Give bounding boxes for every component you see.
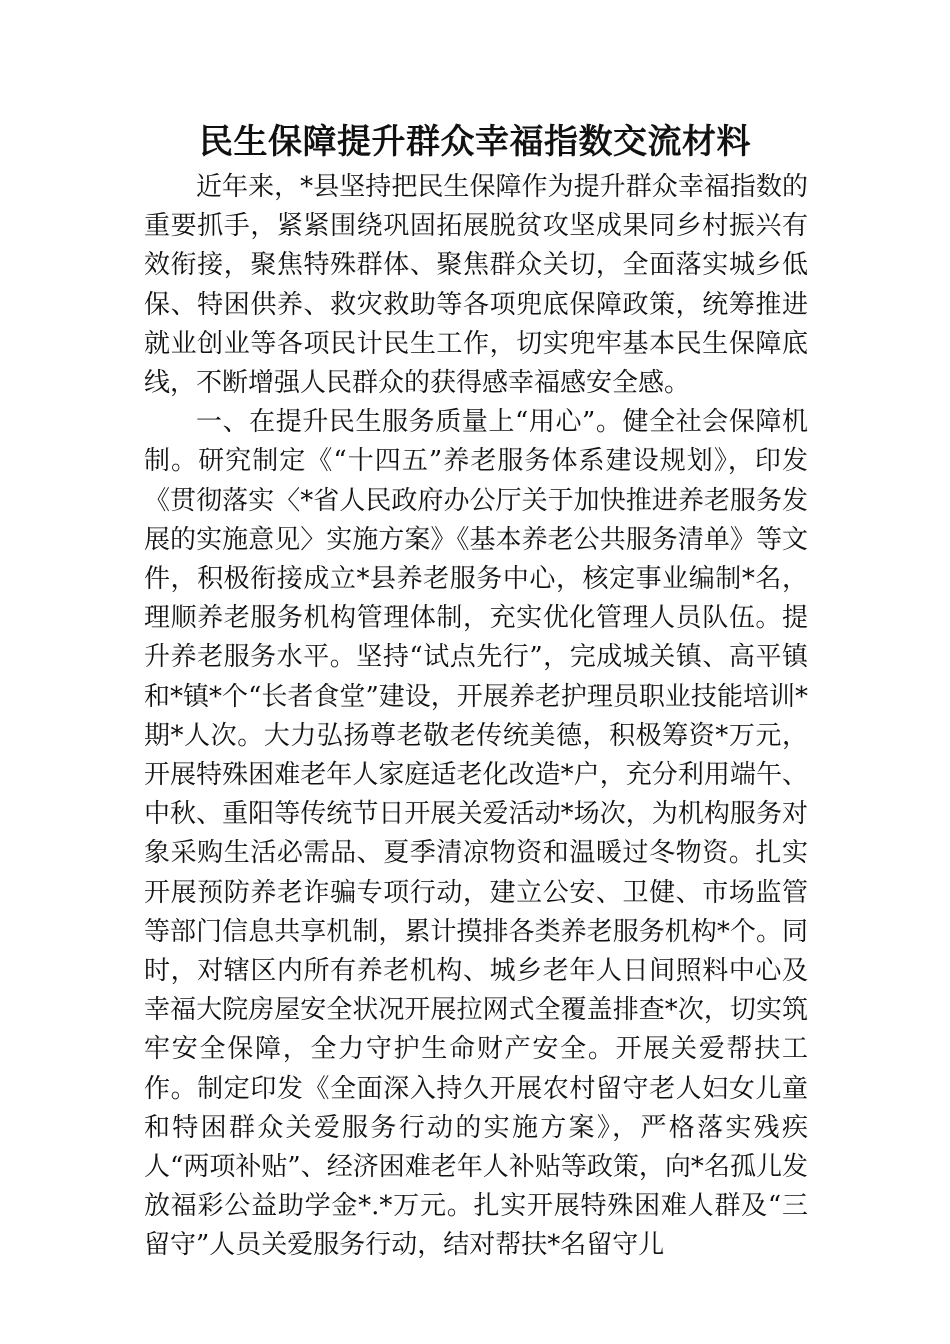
document-body (144, 168, 808, 1266)
document-title: 民生保障提升群众幸福指数交流材料 (199, 122, 751, 162)
paragraph-section-one: 一、在提升民生服务质量上“用心”。健全社会保障机制。研究制定《“十四五”养老服务体系建设规划》，印发《贯彻落实〈*省人民政府办公厅关于加快推进养老服务发展的实施意见〉实施方案》《基本养老公共服务清单》等文件，积极衔接成立*县养老服务中心，核定事业编制*名，理顺养老服务机构管理体制，充实优化管理人员队伍。提升养老服务水平。坚持“试点先行”，完成城关镇、高平镇和*镇*个“长者食堂”建设，开展养老护理员职业技能培训*期*人次。大力弘扬尊老敬老传统美德，积极筹资*万元，开展特殊困难老年人家庭适老化改造*户，充分利用端午、中秋、重阳等传统节日开展关爱活动*场次，为机构服务对象采购生活必需品、夏季清凉物资和温暖过冬物资。扎实开展预防养老诈骗专项行动，建立公安、卫健、市场监管等部门信息共享机制，累计摸排各类养老服务机构*个。同时，对辖区内所有养老机构、城乡老年人日间照料中心及幸福大院房屋安全状况开展拉网式全覆盖排查*次，切实筑牢安全保障，全力守护生命财产安全。开展关爱帮扶工作。制定印发《全面深入持久开展农村留守老人妇女儿童和特困群众关爱服务行动的实施方案》，严格落实残疾人“两项补贴”、经济困难老年人补贴等政策，向*名孤儿发放福彩公益助学金*.*万元。扎实开展特殊困难人群及“三留守”人员关爱服务行动，结对帮扶*名留守儿 (144, 407, 808, 1261)
paragraph-intro: 近年来，*县坚持把民生保障作为提升群众幸福指数的重要抓手，紧紧围绕巩固拓展脱贫攻坚成果同乡村振兴有效衔接，聚焦特殊群体、聚焦群众关切，全面落实城乡低保、特困供养、救灾救助等各项兜底保障政策，统筹推进就业创业等各项民计民生工作，切实兜牢基本民生保障底线，不断增强人民群众的获得感幸福感安全感。 (144, 172, 808, 399)
